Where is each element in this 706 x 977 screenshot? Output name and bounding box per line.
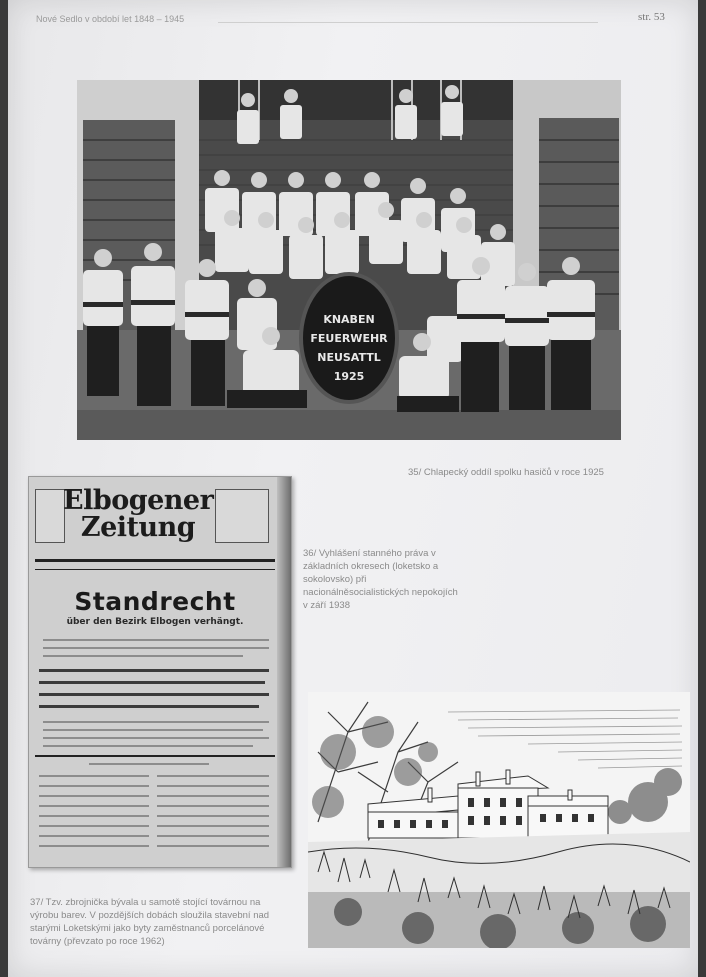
newspaper-clipping (28, 476, 292, 868)
masthead-rule-thin (35, 569, 275, 570)
fire-brigade-photo (77, 80, 621, 440)
caption-photo: 35/ Chlapecký oddíl spolku hasičů v roce 1925 (408, 467, 604, 478)
caption-sketch: 37/ Tzv. zbrojnička bývala u samotě stojící továrnou na výrobu barev. V pozdějších dobách sloužila stavební nad starými Loketskými jako byty zaměstnanců porcelánové továrny (převzato po roce 1962) (30, 897, 270, 947)
running-head: Nové Sedlo v období let 1848 – 1945 (36, 14, 185, 24)
article-line (157, 825, 269, 827)
newspaper-subheadline: über den Bezirk Elbogen verhängt. (66, 617, 244, 627)
header-rule (218, 22, 598, 23)
article-line (157, 845, 269, 847)
article-line (39, 805, 149, 807)
newspaper-headline: Standrecht (74, 587, 236, 616)
article-line (157, 795, 269, 797)
masthead-rule (35, 559, 275, 562)
article-line (39, 785, 149, 787)
article-line (43, 745, 253, 747)
sign-line-3: NEUSATTL (317, 351, 381, 364)
masthead-left-box (35, 489, 65, 543)
article-line (39, 775, 149, 777)
article-line (157, 785, 269, 787)
bound-volume-edge (277, 477, 291, 867)
building-sketch-drawing (308, 692, 690, 948)
article-line (39, 835, 149, 837)
sign-line-2: FEUERWEHR (310, 332, 388, 345)
sign-line-4: 1925 (333, 370, 365, 383)
article-line (157, 835, 269, 837)
newspaper-masthead: Elbogener Zeitung (63, 485, 214, 543)
article-line (43, 647, 269, 649)
article-line-bold (39, 681, 265, 684)
book-page (8, 0, 698, 977)
article-line (39, 815, 149, 817)
article-line-bold (39, 705, 259, 708)
article-line-bold (39, 669, 269, 672)
article-line (157, 775, 269, 777)
article-line (157, 805, 269, 807)
page-number: str. 53 (638, 11, 665, 23)
article-line (43, 721, 269, 723)
article-line-bold (39, 693, 269, 696)
building-sketch (308, 692, 690, 948)
article-line (43, 639, 269, 641)
article-line (43, 729, 263, 731)
sign-line-1: KNABEN (323, 313, 375, 326)
article-line (43, 737, 269, 739)
article-line (39, 845, 149, 847)
article-line (39, 825, 149, 827)
section-rule (35, 755, 275, 757)
article-line (89, 763, 209, 765)
article-line (39, 795, 149, 797)
article-line (157, 815, 269, 817)
fire-brigade-photo-drawing (77, 80, 621, 440)
caption-newspaper: 36/ Vyhlášení stanného práva v základních okresech (loketsko a sokolovsko) při nacionálněsocialistických nepokojích v září 1938 (303, 548, 458, 611)
masthead-right-box (215, 489, 269, 543)
article-line (43, 655, 243, 657)
